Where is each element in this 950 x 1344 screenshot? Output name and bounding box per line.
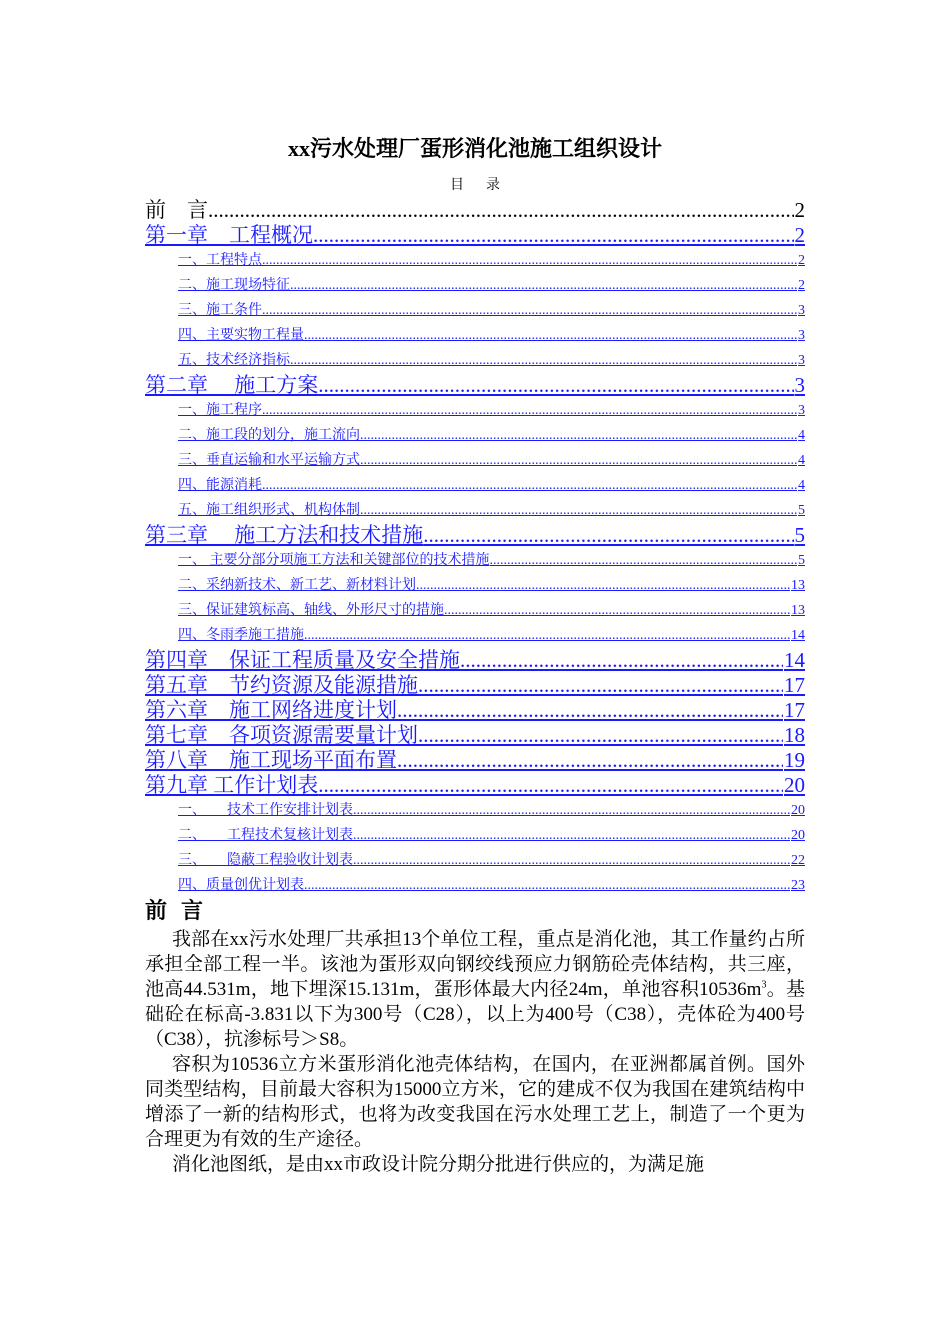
paragraph: 容积为10536立方米蛋形消化池壳体结构，在国内，在亚洲都属首例。国外同类型结构，目前最大容积为15000立方米，它的建成不仅为我国在建筑结构中增添了一新的结构形式，也将为改变我国在污水处理工艺上，制造了一个更为合理更为有效的生产途径。 xyxy=(145,1054,805,1150)
toc-entry[interactable] xyxy=(145,823,805,848)
toc-entry-page: 3 xyxy=(798,353,805,368)
toc-entry-page: 23 xyxy=(791,878,805,893)
toc-entry-page: 5 xyxy=(794,523,805,547)
toc-entry[interactable] xyxy=(145,323,805,348)
toc-dot-leader xyxy=(290,273,797,298)
toc-entry[interactable] xyxy=(145,273,805,298)
toc-dot-leader xyxy=(423,523,793,548)
body-text xyxy=(145,927,805,1177)
toc-entry-label: 三、垂直运输和水平运输方式 xyxy=(178,453,360,468)
toc-dot-leader xyxy=(444,598,790,623)
toc-entry[interactable] xyxy=(145,873,805,898)
toc-entry-page: 14 xyxy=(791,628,805,643)
toc-entry-label: 二、施工段的划分，施工流向 xyxy=(178,428,360,443)
toc-entry[interactable] xyxy=(145,373,805,398)
toc-entry-page: 22 xyxy=(791,853,805,868)
toc-dot-leader xyxy=(360,448,797,473)
toc-entry-label: 第六章 施工网络进度计划 xyxy=(145,698,397,722)
toc-entry-page: 5 xyxy=(798,503,805,518)
toc-entry-page: 20 xyxy=(791,828,805,843)
toc-entry[interactable] xyxy=(145,348,805,373)
toc-heading: 目录 xyxy=(450,178,522,193)
table-of-contents xyxy=(145,198,805,898)
toc-entry[interactable] xyxy=(145,473,805,498)
toc-entry-label: 第七章 各项资源需要量计划 xyxy=(145,723,418,747)
toc-entry-label: 第一章 工程概况 xyxy=(145,223,313,247)
toc-dot-leader xyxy=(262,398,797,423)
toc-entry-page: 13 xyxy=(791,578,805,593)
toc-entry-label: 四、质量创优计划表 xyxy=(178,878,304,893)
toc-entry[interactable] xyxy=(145,398,805,423)
toc-dot-leader xyxy=(313,223,794,248)
toc-entry-page: 2 xyxy=(794,223,805,247)
toc-dot-leader xyxy=(262,248,797,273)
toc-entry-page: 4 xyxy=(798,428,805,443)
toc-entry-page: 4 xyxy=(798,478,805,493)
toc-entry-label: 前 言 xyxy=(145,198,208,222)
toc-entry-page: 19 xyxy=(784,748,805,772)
toc-entry-page: 3 xyxy=(798,403,805,418)
toc-entry-label: 四、冬雨季施工措施 xyxy=(178,628,304,643)
toc-entry[interactable] xyxy=(145,648,805,673)
toc-dot-leader xyxy=(318,773,783,798)
toc-entry-label: 五、施工组织形式、机构体制 xyxy=(178,503,360,518)
toc-entry[interactable] xyxy=(145,723,805,748)
toc-dot-leader xyxy=(460,648,783,673)
toc-entry[interactable] xyxy=(145,498,805,523)
toc-entry-page: 3 xyxy=(798,328,805,343)
toc-dot-leader xyxy=(397,748,783,773)
paragraph: 消化池图纸，是由xx市政设计院分期分批进行供应的，为满足施 xyxy=(172,1154,705,1175)
toc-dot-leader xyxy=(490,548,798,573)
toc-entry-page: 5 xyxy=(798,553,805,568)
toc-dot-leader xyxy=(262,298,797,323)
toc-dot-leader xyxy=(418,723,783,748)
toc-dot-leader xyxy=(360,498,797,523)
toc-entry-label: 第三章 施工方法和技术措施 xyxy=(145,523,424,547)
toc-entry[interactable] xyxy=(145,673,805,698)
toc-entry-label: 第五章 节约资源及能源措施 xyxy=(145,673,418,697)
document-title: xx污水处理厂蛋形消化池施工组织设计 xyxy=(287,136,662,161)
toc-entry-label: 三、施工条件 xyxy=(178,303,262,318)
paragraph: 我部在xx污水处理厂共承担13个单位工程，重点是消化池，其工作量约占所承担全部工程一半。该池为蛋形双向钢绞线预应力钢筋砼壳体结构，共三座，池高44.531m，地下埋深15.131m，蛋形体最大内径24m，单池容积$10536m^3$。基础砼在标高-3.831以下为300号（C28），以上为400号（C38），壳体砼为400号（C38），抗渗标号＞S8。 xyxy=(145,929,805,1050)
toc-dot-leader xyxy=(353,823,790,848)
toc-entry[interactable] xyxy=(145,248,805,273)
toc-entry-label: 二、施工现场特征 xyxy=(178,278,290,293)
toc-entry-page: 3 xyxy=(794,373,805,397)
toc-entry-page: 17 xyxy=(784,698,805,722)
toc-entry xyxy=(145,198,805,223)
toc-entry-label: 第四章 保证工程质量及安全措施 xyxy=(145,648,460,672)
toc-entry-page: 18 xyxy=(784,723,805,747)
toc-dot-leader xyxy=(304,623,790,648)
toc-dot-leader xyxy=(318,373,793,398)
toc-entry-label: 三、 隐蔽工程验收计划表 xyxy=(178,853,353,868)
toc-entry[interactable] xyxy=(145,223,805,248)
toc-entry-label: 一、 主要分部分项施工方法和关键部位的技术措施 xyxy=(178,553,490,568)
toc-entry[interactable] xyxy=(145,698,805,723)
toc-entry-label: 第二章 施工方案 xyxy=(145,373,319,397)
toc-entry[interactable] xyxy=(145,798,805,823)
toc-dot-leader xyxy=(304,873,790,898)
toc-dot-leader xyxy=(418,673,783,698)
toc-entry[interactable] xyxy=(145,598,805,623)
toc-entry[interactable] xyxy=(145,423,805,448)
toc-entry[interactable] xyxy=(145,573,805,598)
toc-entry-label: 四、能源消耗 xyxy=(178,478,262,493)
toc-entry-label: 五、技术经济指标 xyxy=(178,353,290,368)
toc-entry-label: 一、施工程序 xyxy=(178,403,262,418)
toc-dot-leader xyxy=(360,423,797,448)
toc-entry-page: 2 xyxy=(798,278,805,293)
toc-entry[interactable] xyxy=(145,623,805,648)
toc-entry[interactable] xyxy=(145,523,805,548)
toc-entry[interactable] xyxy=(145,448,805,473)
toc-dot-leader xyxy=(208,198,794,223)
toc-entry-page: 3 xyxy=(798,303,805,318)
toc-dot-leader xyxy=(416,573,790,598)
toc-entry-label: 第九章 工作计划表 xyxy=(145,773,319,797)
toc-entry-page: 4 xyxy=(798,453,805,468)
toc-entry[interactable] xyxy=(145,298,805,323)
toc-entry-label: 二、采纳新技术、新工艺、新材料计划 xyxy=(178,578,416,593)
toc-dot-leader xyxy=(353,798,790,823)
toc-entry-page: 2 xyxy=(798,253,805,268)
toc-entry-label: 一、 技术工作安排计划表 xyxy=(178,803,353,818)
toc-entry-label: 三、保证建筑标高、轴线、外形尺寸的措施 xyxy=(178,603,444,618)
toc-dot-leader xyxy=(304,323,797,348)
toc-entry-label: 四、主要实物工程量 xyxy=(178,328,304,343)
toc-entry-page: 14 xyxy=(784,648,805,672)
toc-entry-page: 13 xyxy=(791,603,805,618)
toc-entry-label: 第八章 施工现场平面布置 xyxy=(145,748,397,772)
toc-dot-leader xyxy=(353,848,790,873)
toc-entry-page: 17 xyxy=(784,673,805,697)
toc-entry[interactable] xyxy=(145,773,805,798)
toc-entry-label: 二、 工程技术复核计划表 xyxy=(178,828,353,843)
toc-entry-page: 20 xyxy=(784,773,805,797)
toc-entry-label: 一、工程特点 xyxy=(178,253,262,268)
section-heading-preface: 前言 xyxy=(145,898,218,923)
toc-dot-leader xyxy=(397,698,783,723)
toc-entry[interactable] xyxy=(145,748,805,773)
toc-entry-page: 20 xyxy=(791,803,805,818)
toc-entry[interactable] xyxy=(145,848,805,873)
toc-entry-page: 2 xyxy=(794,198,805,222)
toc-dot-leader xyxy=(290,348,797,373)
toc-dot-leader xyxy=(262,473,797,498)
toc-entry[interactable] xyxy=(145,548,805,573)
